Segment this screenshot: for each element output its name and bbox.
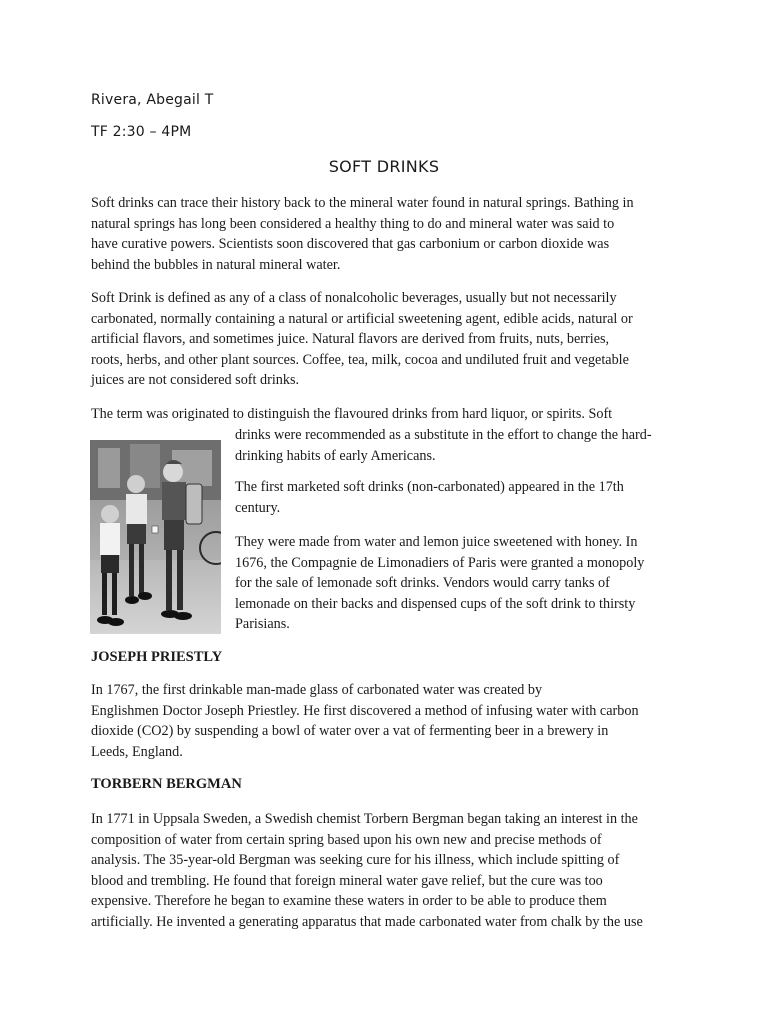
text-line: expensive. Therefore he began to examine these waters in order to be able to produce them [91, 893, 607, 909]
text-line: blood and trembling. He found that foreign mineral water gave relief, but the cure was too [91, 872, 603, 889]
text-line: natural springs has long been considered a healthy thing to do and mineral water was said to [91, 215, 615, 232]
text-line: artificially. He invented a generating apparatus that made carbonated water from chalk by the use [91, 913, 643, 930]
intro-paragraph-5 [235, 532, 695, 635]
page-title: SOFT DRINKS [328, 157, 440, 176]
text-line: roots, herbs, and other plant sources. Coffee, tea, milk, cocoa and undiluted fruit and vegetable [91, 351, 629, 368]
section-heading-bergman: TORBERN BERGMAN [91, 776, 242, 792]
text-line: carbonated, normally containing a natural or artificial sweetening agent, edible acids, natural or [91, 310, 633, 327]
text-line: century. [235, 499, 281, 516]
intro-paragraph-1 [91, 193, 691, 275]
text-line: Soft Drink is defined as any of a class of nonalcoholic beverages, usually but not necessarily [91, 290, 617, 306]
text-line: drinking habits of early Americans. [235, 447, 436, 464]
text-line: lemonade on their backs and dispensed cups of the soft drink to thirsty [235, 595, 636, 612]
intro-paragraph-3-first-line: The term was originated to distinguish the flavoured drinks from hard liquor, or spirits. Soft [91, 406, 613, 422]
text-line: Englishmen Doctor Joseph Priestley. He first discovered a method of infusing water with carbon [91, 702, 639, 719]
priestly-paragraph [91, 680, 691, 762]
text-line: drinks were recommended as a substitute in the effort to change the hard- [235, 427, 652, 443]
class-schedule: TF 2:30 – 4PM [91, 124, 192, 140]
text-line: juices are not considered soft drinks. [91, 372, 300, 388]
text-line: 1676, the Compagnie de Limonadiers of Paris were granted a monopoly [235, 554, 645, 571]
intro-paragraph-3-rest [235, 425, 695, 466]
section-heading-priestly: JOSEPH PRIESTLY [91, 649, 223, 665]
text-line: Leeds, England. [91, 743, 183, 760]
text-line: Parisians. [235, 616, 290, 632]
text-line: composition of water from certain spring based upon his own new and precise methods of [91, 831, 602, 848]
author-name: Rivera, Abegail T [91, 92, 214, 108]
text-line: In 1767, the first drinkable man-made glass of carbonated water was created by [91, 682, 543, 698]
text-line: Soft drinks can trace their history back to the mineral water found in natural springs. Bathing in [91, 195, 634, 211]
text-line: behind the bubbles in natural mineral water. [91, 256, 341, 273]
text-line: artificial flavors, and sometimes juice. Natural flavors are derived from fruits, nuts, berries, [91, 331, 610, 347]
photo-illustration-icon [90, 440, 221, 634]
text-line: for the sale of lemonade soft drinks. Vendors would carry tanks of [235, 575, 610, 591]
text-line: analysis. The 35-year-old Bergman was seeking cure for his illness, which include spitting of [91, 852, 620, 868]
text-line: dioxide (CO2) by suspending a bowl of water over a vat of fermenting beer in a brewery in [91, 723, 609, 739]
text-line: The first marketed soft drinks (non-carbonated) appeared in the 17th [235, 479, 624, 495]
bergman-paragraph [91, 809, 691, 932]
text-line: In 1771 in Uppsala Sweden, a Swedish chemist Torbern Bergman began taking an interest in the [91, 811, 638, 827]
text-line: have curative powers. Scientists soon discovered that gas carbonium or carbon dioxide was [91, 236, 610, 252]
intro-paragraph-4 [235, 477, 695, 518]
children-lemonade-vendor-photo [90, 440, 221, 634]
text-line: They were made from water and lemon juice sweetened with honey. In [235, 534, 638, 550]
intro-paragraph-2 [91, 288, 691, 391]
